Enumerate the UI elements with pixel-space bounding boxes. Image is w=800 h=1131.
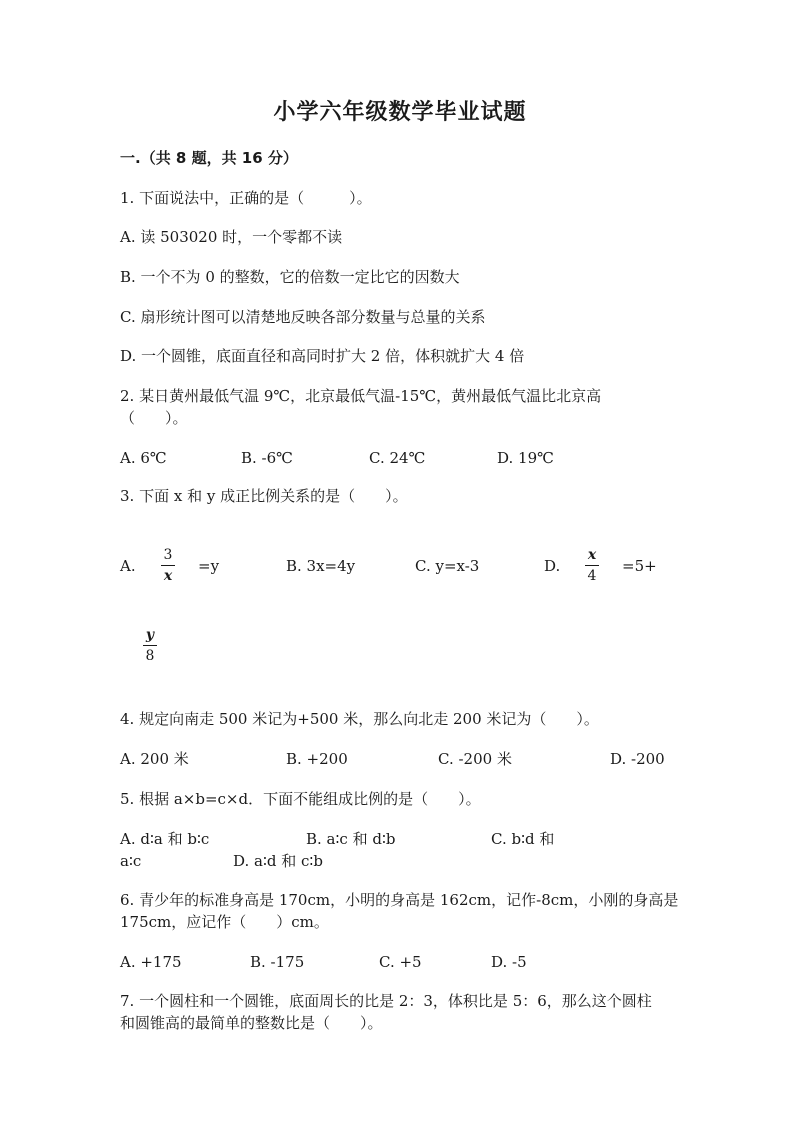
question-5-stem: 5. 根据 a×b=c×d．下面不能组成比例的是（ ）。 [120,790,481,808]
fraction-bar [161,565,175,566]
question-4-option-a: A. 200 米 [120,750,189,768]
question-5-option-a: A. d∶a 和 b∶c [120,830,210,848]
question-2-stem-line1: 2. 某日黄州最低气温 9℃，北京最低气温-15℃，黄州最低气温比北京高 [120,387,602,405]
question-7-stem-line2: 和圆锥高的最简单的整数比是（ ）。 [120,1014,383,1032]
question-1-stem: 1. 下面说法中，正确的是（ ）。 [120,189,372,207]
question-5-option-c: C. b∶d 和 [491,830,555,848]
fraction-numerator: y [145,627,155,643]
question-4-option-b: B. +200 [286,750,348,768]
question-3-option-d-label: D. [544,557,561,575]
question-2-option-c: C. 24℃ [369,449,426,467]
question-4-option-d: D. -200 [610,750,665,768]
question-4-stem: 4. 规定向南走 500 米记为+500 米，那么向北走 200 米记为（ ）。 [120,710,599,728]
question-6-option-c: C. +5 [379,953,422,971]
question-3-option-d-tail: =5+ [622,557,657,575]
question-3-option-d-fraction-continued [142,627,158,664]
question-1-option-b: B. 一个不为 0 的整数，它的倍数一定比它的因数大 [120,268,460,286]
question-3-option-a-fraction [160,547,176,584]
fraction-denominator: x [163,568,173,584]
question-1-option-d: D. 一个圆锥，底面直径和高同时扩大 2 倍，体积就扩大 4 倍 [120,347,525,365]
fraction-numerator: x [587,547,597,563]
question-2-option-b: B. -6℃ [241,449,293,467]
fraction-denominator: 4 [587,568,597,584]
question-3-stem: 3. 下面 x 和 y 成正比例关系的是（ ）。 [120,487,408,505]
question-5-option-d: D. a∶d 和 c∶b [233,852,323,870]
question-3-option-d-fraction [584,547,600,584]
question-6-option-a: A. +175 [120,953,182,971]
question-3-option-a-tail: =y [198,557,220,575]
question-3-option-c: C. y=x-3 [415,557,480,575]
question-6-option-b: B. -175 [250,953,305,971]
page-title: 小学六年级数学毕业试题 [273,100,527,125]
question-5-option-c-continued: a∶c [120,852,142,870]
fraction-bar [143,645,157,646]
question-1-option-c: C. 扇形统计图可以清楚地反映各部分数量与总量的关系 [120,308,486,326]
question-6-stem-line2: 175cm，应记作（ ）cm。 [120,913,329,931]
question-7-stem-line1: 7. 一个圆柱和一个圆锥，底面周长的比是 2：3，体积比是 5：6，那么这个圆柱 [120,992,652,1010]
fraction-denominator: 8 [145,648,155,664]
question-2-option-d: D. 19℃ [497,449,554,467]
question-2-option-a: A. 6℃ [120,449,167,467]
question-6-option-d: D. -5 [491,953,527,971]
question-6-stem-line1: 6. 青少年的标准身高是 170cm，小明的身高是 162cm，记作-8cm，小刚的身高是 [120,891,679,909]
question-5-option-b: B. a∶c 和 d∶b [306,830,396,848]
question-4-option-c: C. -200 米 [438,750,512,768]
question-3-option-a-label: A. [120,557,136,575]
question-1-option-a: A. 读 503020 时，一个零都不读 [120,228,343,246]
fraction-numerator: 3 [163,547,173,563]
fraction-bar [585,565,599,566]
question-2-stem-line2: （ ）。 [120,409,188,427]
question-3-option-b: B. 3x=4y [286,557,356,575]
section-heading: 一.（共 8 题，共 16 分） [120,149,298,167]
